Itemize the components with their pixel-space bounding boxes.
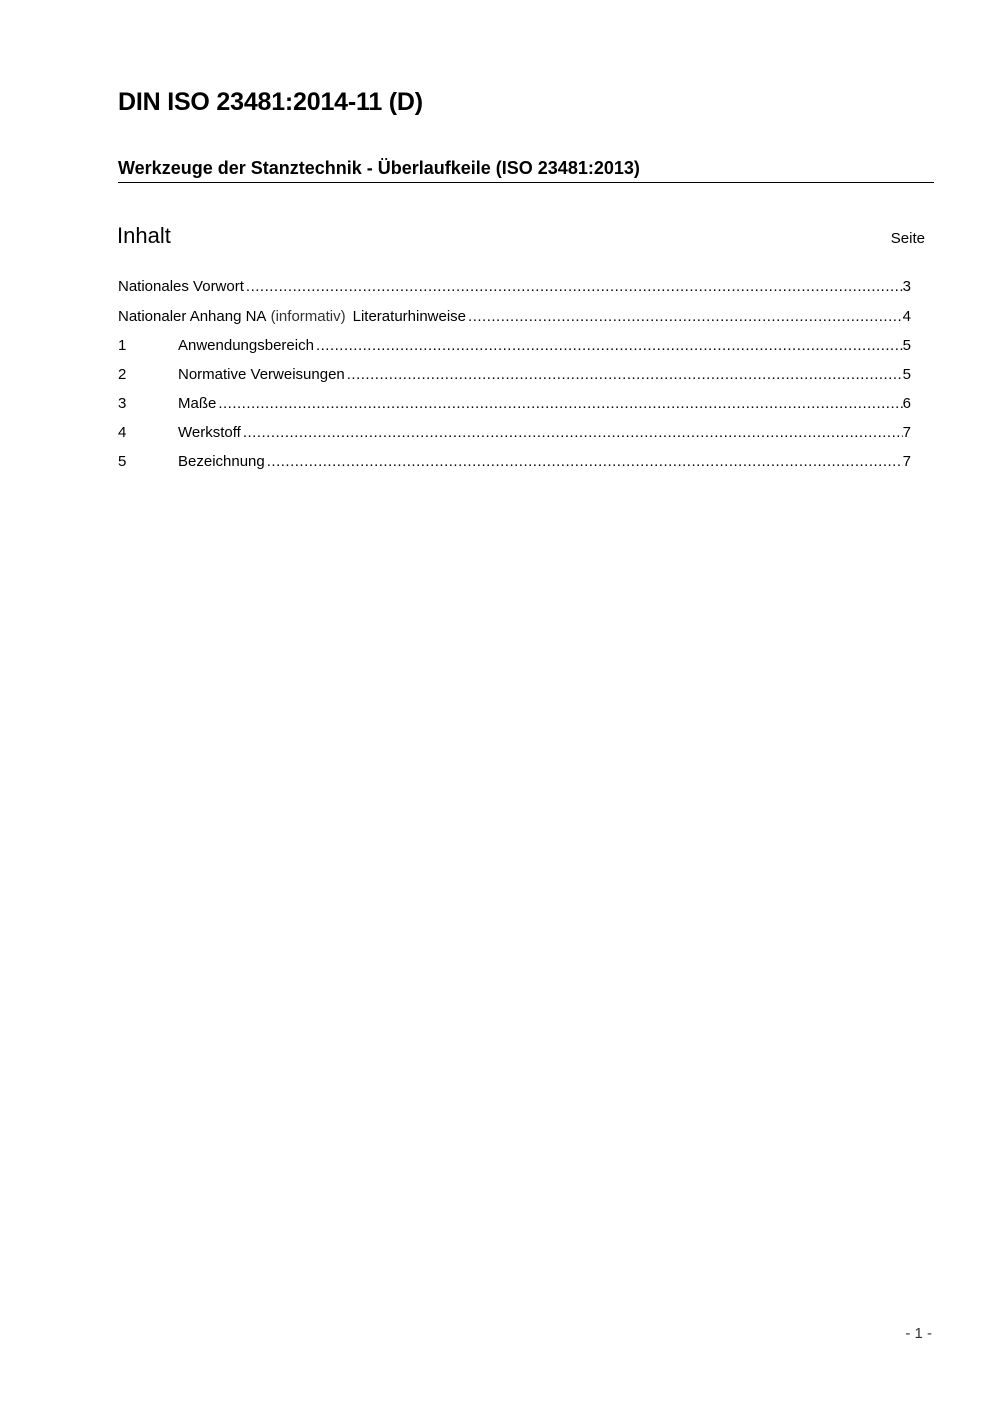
toc-entry-number: 2 [118, 366, 127, 383]
document-title: DIN ISO 23481:2014-11 (D) [118, 88, 423, 116]
toc-entry-page: 5 [902, 337, 911, 354]
toc-entry-normative-verweisungen[interactable] [118, 366, 911, 395]
toc-entry-page: 7 [902, 424, 911, 441]
toc-entry-bezeichnung[interactable] [118, 453, 911, 482]
toc-entry-label: Normative Verweisungen [178, 366, 345, 383]
toc-entry-label: Maße [178, 395, 217, 412]
toc-entry-number: 3 [118, 395, 127, 412]
toc-page-column-label: Seite [890, 230, 925, 247]
toc-entry-label: Bezeichnung [178, 453, 265, 470]
toc-entry-page: 5 [902, 366, 911, 383]
toc-leader-dots [216, 395, 902, 412]
toc-leader-dots [466, 308, 903, 325]
toc-entry-label: Nationaler Anhang NA [118, 308, 267, 325]
toc-entry-page: 6 [902, 395, 911, 412]
toc-leader-dots [244, 278, 903, 295]
toc-entry-label: Anwendungsbereich [178, 337, 314, 354]
toc-entry-page: 7 [902, 453, 911, 470]
toc-entry-label: Werkstoff [178, 424, 241, 441]
toc-entry-werkstoff[interactable] [118, 424, 911, 453]
toc-leader-dots [241, 424, 903, 441]
toc-entry-note: (informativ) [270, 308, 346, 325]
toc-entry-nationaler-anhang[interactable] [118, 308, 911, 337]
document-subtitle: Werkzeuge der Stanztechnik - Überlaufkeile (ISO 23481:2013) [118, 158, 934, 183]
page-number: - 1 - [905, 1325, 932, 1342]
table-of-contents [118, 278, 911, 482]
toc-entry-number: 4 [118, 424, 127, 441]
toc-entry-masse[interactable] [118, 395, 911, 424]
toc-leader-dots [345, 366, 903, 383]
toc-heading: Inhalt [117, 223, 171, 248]
toc-entry-label: Nationales Vorwort [118, 278, 244, 295]
toc-entry-page: 4 [902, 308, 911, 325]
toc-entry-label-extra: Literaturhinweise [352, 308, 467, 325]
toc-leader-dots [265, 453, 903, 470]
toc-entry-anwendungsbereich[interactable] [118, 337, 911, 366]
toc-entry-number: 1 [118, 337, 127, 354]
toc-entry-page: 3 [902, 278, 911, 295]
toc-leader-dots [314, 337, 903, 354]
toc-entry-nationales-vorwort[interactable] [118, 278, 911, 308]
toc-entry-number: 5 [118, 453, 127, 470]
